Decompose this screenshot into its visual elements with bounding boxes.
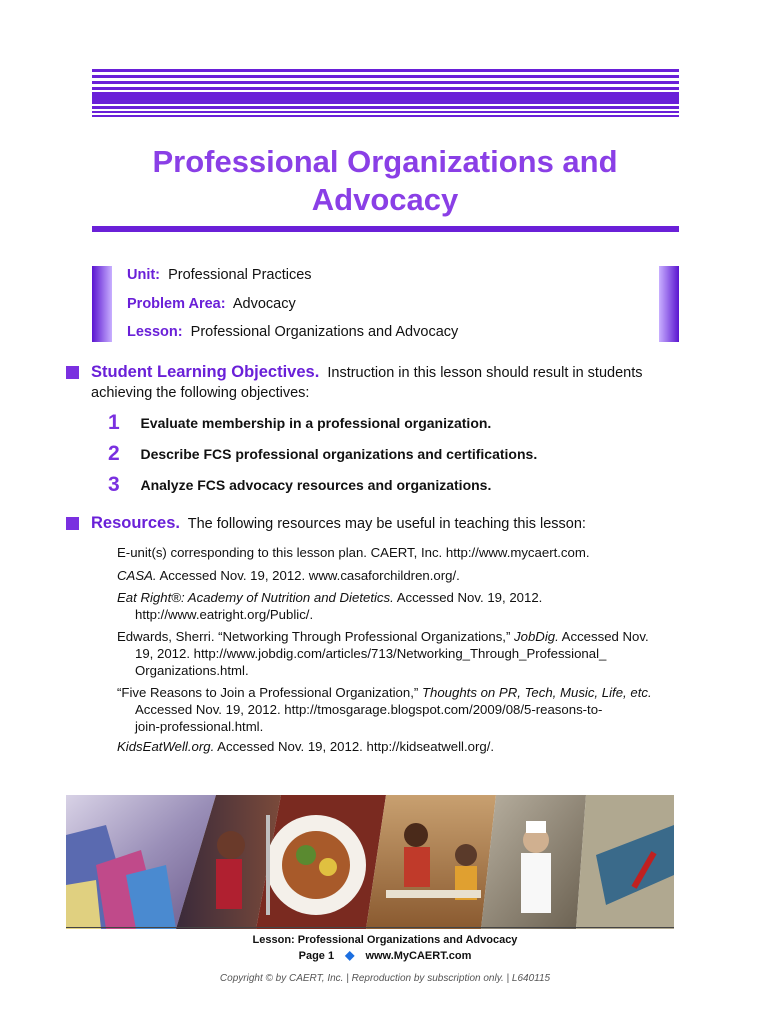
- resource-title: CASA.: [117, 568, 157, 583]
- title-underline: [92, 226, 679, 232]
- objective-item: [108, 411, 491, 433]
- resource-item: [117, 544, 657, 561]
- resource-title: Eat Right®: Academy of Nutrition and Dietetics.: [117, 590, 394, 605]
- resource-text: Accessed Nov. 19, 2012. www.casaforchildren.org/.: [156, 568, 460, 583]
- unit-value: Professional Practices: [168, 267, 312, 283]
- resources-bullet-icon: [66, 517, 79, 530]
- resource-title: JobDig.: [514, 629, 559, 644]
- footer-page-line: [0, 948, 770, 962]
- resources-heading: [91, 514, 586, 533]
- resource-text: Accessed Nov. 19, 2012.: [393, 590, 543, 605]
- meta-unit: [127, 267, 312, 283]
- objective-item: [108, 473, 491, 495]
- objectives-title: Student Learning Objectives.: [91, 363, 320, 381]
- meta-sidebar-right: [659, 266, 679, 342]
- footer-divider: [66, 927, 674, 928]
- objective-text: Evaluate membership in a professional organization.: [140, 415, 492, 431]
- objective-number: 2: [108, 442, 120, 465]
- page-title: [90, 143, 680, 219]
- objective-number: 1: [108, 411, 120, 434]
- resources-title: Resources.: [91, 514, 180, 532]
- meta-lesson: [127, 324, 458, 340]
- resource-text: E-unit(s) corresponding to this lesson plan. CAERT, Inc. http://www.mycaert.com.: [117, 545, 590, 560]
- title-line-1: Professional Organizations and: [152, 144, 618, 179]
- resource-text: http://www.eatright.org/Public/.: [135, 607, 314, 622]
- resource-item: [117, 738, 657, 755]
- resource-text: Organizations.html.: [135, 663, 249, 678]
- objective-text: Describe FCS professional organizations and certifications.: [140, 446, 538, 462]
- objective-text: Analyze FCS advocacy resources and organizations.: [140, 477, 492, 493]
- footer-page: Page 1: [298, 950, 335, 962]
- resource-text: “Five Reasons to Join a Professional Organization,”: [117, 685, 422, 700]
- objectives-intro-cont: achieving the following objectives:: [91, 385, 310, 401]
- resource-item: [117, 684, 657, 735]
- problem-area-value: Advocacy: [232, 296, 296, 312]
- resource-title: Thoughts on PR, Tech, Music, Life, etc.: [421, 685, 652, 700]
- header-banner: [92, 69, 679, 117]
- footer-site: www.MyCAERT.com: [365, 950, 472, 962]
- lesson-label: Lesson:: [127, 324, 183, 340]
- title-line-2: Advocacy: [311, 182, 459, 217]
- collage-image: [66, 795, 674, 929]
- diamond-icon: ◆: [345, 948, 355, 962]
- lesson-value: Professional Organizations and Advocacy: [190, 324, 459, 340]
- meta-sidebar-left: [92, 266, 112, 342]
- meta-problem-area: [127, 296, 296, 312]
- resources-intro: The following resources may be useful in teaching this lesson:: [187, 516, 586, 532]
- resource-text: 19, 2012. http://www.jobdig.com/articles/713/Networking_Through_Professional_: [135, 646, 607, 661]
- resource-text: Accessed Nov. 19, 2012. http://kidseatwell.org/.: [214, 739, 495, 754]
- unit-label: Unit:: [127, 267, 161, 283]
- resource-text: Accessed Nov. 19, 2012. http://tmosgarage.blogspot.com/2009/08/5-reasons-to-: [135, 702, 603, 717]
- photo-collage: [66, 795, 674, 929]
- objectives-bullet-icon: [66, 366, 79, 379]
- objective-number: 3: [108, 473, 120, 496]
- resource-text: join-professional.html.: [135, 719, 264, 734]
- resource-text: Edwards, Sherri. “Networking Through Professional Organizations,”: [117, 629, 515, 644]
- objective-item: [108, 442, 537, 464]
- resource-item: [117, 589, 657, 623]
- resource-title: KidsEatWell.org.: [117, 739, 215, 754]
- resource-text: Accessed Nov.: [558, 629, 649, 644]
- problem-area-label: Problem Area:: [127, 296, 226, 312]
- resource-item: [117, 567, 657, 584]
- objectives-heading: [91, 363, 643, 382]
- footer-lesson: Lesson: Professional Organizations and Advocacy: [252, 934, 518, 946]
- resource-item: [117, 628, 657, 679]
- footer-copyright: Copyright © by CAERT, Inc. | Reproduction by subscription only. | L640115: [219, 973, 551, 984]
- objectives-intro: Instruction in this lesson should result in students: [327, 365, 643, 381]
